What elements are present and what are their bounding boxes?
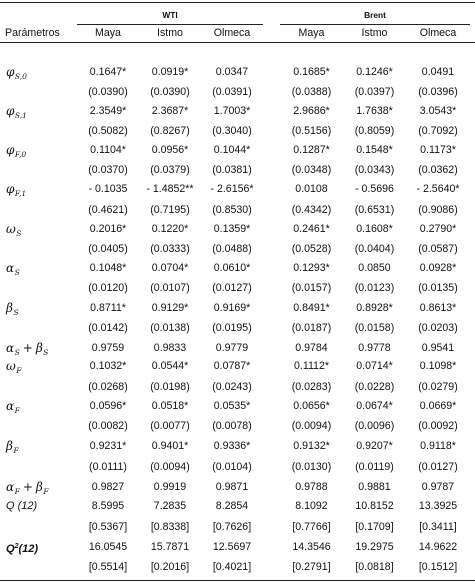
param-symbol: β xyxy=(35,341,43,355)
col-header-brent-istmo: Istmo xyxy=(361,27,388,39)
std-error-cell: (0.0123) xyxy=(354,282,395,294)
estimate-cell: 12.5697 xyxy=(212,541,252,553)
param-subscript: S,0 xyxy=(14,72,27,81)
std-error-cell: [0.0818] xyxy=(355,561,394,573)
param-subscript: F xyxy=(13,446,19,455)
estimate-cell: 0.9919 xyxy=(153,481,187,493)
std-error-cell: (0.0379) xyxy=(150,164,190,176)
std-error-cell: (0.0404) xyxy=(354,243,395,255)
std-error-cell: (0.0142) xyxy=(88,322,128,334)
group-header-brent: Brent xyxy=(364,10,386,20)
std-error-cell: [0.5514] xyxy=(88,561,128,573)
std-error-cell: (0.0397) xyxy=(354,86,395,98)
std-error-cell: (0.0158) xyxy=(354,322,395,334)
param-symbol: ω xyxy=(6,359,16,373)
param-label-φ-F,0 xyxy=(6,143,26,162)
std-error-cell: (0.0077) xyxy=(150,420,190,432)
std-error-cell: (0.4342) xyxy=(291,204,332,216)
std-error-cell: (0.0488) xyxy=(212,243,252,255)
estimate-cell: 0.9231* xyxy=(89,440,127,452)
std-error-cell: (0.0094) xyxy=(291,420,332,432)
estimate-cell: 0.0518* xyxy=(151,400,189,412)
param-symbol: φ xyxy=(6,65,15,79)
estimate-cell: 0.0928* xyxy=(419,262,457,274)
estimate-cell: 0.9336* xyxy=(213,440,251,452)
estimate-cell: 0.9779 xyxy=(215,342,249,354)
group-rule-wti xyxy=(77,24,263,25)
param-label-α-S xyxy=(6,261,20,280)
std-error-cell: (0.0396) xyxy=(418,86,458,98)
group-header-wti: WTI xyxy=(162,10,178,20)
estimate-cell: 0.1104* xyxy=(90,144,126,156)
param-subscript: F,0 xyxy=(14,150,27,159)
estimate-cell: 0.0491 xyxy=(421,66,455,78)
estimate-cell: 0.9169* xyxy=(213,302,251,314)
estimate-cell: 8.1092 xyxy=(295,500,328,512)
param-label-φ-S,0 xyxy=(6,65,27,84)
estimate-cell: 0.1220* xyxy=(151,223,189,235)
std-error-cell: (0.0135) xyxy=(418,282,458,294)
std-error-cell: (0.8059) xyxy=(354,125,395,137)
std-error-cell: (0.0405) xyxy=(88,243,128,255)
estimate-cell: 0.0544* xyxy=(151,360,189,372)
std-error-cell: (0.5156) xyxy=(291,125,332,137)
param-subscript: S xyxy=(16,229,22,238)
estimate-cell: 0.9129* xyxy=(151,302,189,314)
param-symbol: α xyxy=(6,480,15,494)
estimate-cell: 0.9118* xyxy=(420,440,456,452)
std-error-cell: (0.0348) xyxy=(291,164,332,176)
estimate-cell: 0.1098* xyxy=(419,360,457,372)
estimate-cell: 1.7003* xyxy=(213,105,251,117)
estimate-cell: 0.2461* xyxy=(293,223,330,235)
estimate-cell: 0.1293* xyxy=(293,262,330,274)
param-label-φ-F,1 xyxy=(6,182,26,201)
header-rule xyxy=(0,42,475,43)
estimate-cell: 0.0108 xyxy=(295,183,328,195)
estimate-cell: 3.0543* xyxy=(419,105,457,117)
plus-sign: + xyxy=(22,480,33,494)
param-symbol: Q xyxy=(6,543,15,555)
param-label-sum-S xyxy=(6,341,48,360)
col-header-wti-maya: Maya xyxy=(95,27,121,39)
std-error-cell: [0.5367] xyxy=(88,521,128,533)
param-symbol: φ xyxy=(6,104,15,118)
std-error-cell: (0.0391) xyxy=(212,86,252,98)
estimate-cell: 14.9622 xyxy=(418,541,458,553)
estimate-cell: 19.2975 xyxy=(355,541,394,553)
std-error-cell: (0.8267) xyxy=(150,125,190,137)
param-subscript: S xyxy=(43,348,49,357)
std-error-cell: (0.0279) xyxy=(418,381,458,393)
param-label-q12: Q (12) xyxy=(6,500,38,512)
estimate-cell: 0.1685* xyxy=(293,66,330,78)
param-subscript: S xyxy=(14,268,20,277)
estimate-cell: 0.9401* xyxy=(151,440,189,452)
estimate-cell: 0.9881 xyxy=(358,481,391,493)
estimate-cell: 0.0674* xyxy=(356,400,393,412)
param-label-ω-F xyxy=(6,359,22,378)
estimate-cell: 0.1246* xyxy=(356,66,393,78)
estimate-cell: - 2.5640* xyxy=(416,183,460,195)
estimate-cell: 0.1173* xyxy=(420,144,456,156)
estimate-cell: 0.9788 xyxy=(295,481,328,493)
std-error-cell: (0.0138) xyxy=(150,322,190,334)
param-subscript: S,1 xyxy=(14,111,27,120)
std-error-cell: [0.7626] xyxy=(212,521,252,533)
group-rule-brent xyxy=(280,24,470,25)
estimate-cell: 10.8152 xyxy=(355,500,394,512)
estimate-cell: - 0.5696 xyxy=(355,183,394,195)
std-error-cell: (0.0390) xyxy=(150,86,190,98)
param-symbol: α xyxy=(6,261,15,275)
std-error-cell: (0.0092) xyxy=(418,420,458,432)
param-subscript: S xyxy=(13,308,19,317)
std-error-cell: (0.0078) xyxy=(212,420,252,432)
estimate-cell: 13.3925 xyxy=(418,500,458,512)
estimate-cell: 14.3546 xyxy=(292,541,331,553)
std-error-cell: (0.7092) xyxy=(418,125,458,137)
param-label-q2-12 xyxy=(6,540,38,556)
std-error-cell: (0.0362) xyxy=(418,164,458,176)
param-subscript: F,1 xyxy=(14,189,27,198)
estimate-cell: 0.0535* xyxy=(213,400,251,412)
estimate-cell: 0.1359* xyxy=(213,223,251,235)
std-error-cell: (0.4621) xyxy=(88,204,128,216)
std-error-cell: (0.0187) xyxy=(291,322,332,334)
estimate-cell: 0.2016* xyxy=(89,223,127,235)
estimate-cell: 0.9541 xyxy=(421,342,455,354)
param-header: Parámetros xyxy=(5,27,60,39)
estimate-cell: 0.0956* xyxy=(151,144,189,156)
param-superscript: 2 xyxy=(14,543,19,550)
std-error-cell: (0.0243) xyxy=(212,381,252,393)
std-error-cell: (0.0082) xyxy=(88,420,128,432)
param-label-sum-F xyxy=(6,480,49,499)
std-error-cell: (0.0343) xyxy=(354,164,395,176)
estimate-cell: 0.0714* xyxy=(356,360,393,372)
std-error-cell: (0.0198) xyxy=(150,381,190,393)
std-error-cell: (0.0587) xyxy=(418,243,458,255)
estimate-cell: 0.9827 xyxy=(91,481,125,493)
param-subscript: F xyxy=(43,487,49,496)
std-error-cell: (0.0107) xyxy=(150,282,190,294)
param-label-φ-S,1 xyxy=(6,104,27,123)
estimate-cell: 16.0545 xyxy=(88,541,128,553)
estimate-cell: 0.1287* xyxy=(293,144,330,156)
param-symbol: α xyxy=(6,399,15,413)
estimate-cell: 0.9833 xyxy=(153,342,187,354)
std-error-cell: (0.0094) xyxy=(150,461,190,473)
estimate-cell: 0.9871 xyxy=(215,481,249,493)
estimate-cell: 0.0919* xyxy=(151,66,189,78)
std-error-cell: (0.7195) xyxy=(150,204,190,216)
bottom-rule xyxy=(0,580,475,581)
std-error-cell: (0.0333) xyxy=(150,243,190,255)
estimate-cell: 7.2835 xyxy=(153,500,187,512)
std-error-cell: [0.1709] xyxy=(355,521,394,533)
estimate-cell: 0.8928* xyxy=(356,302,393,314)
param-label-ω-S xyxy=(6,222,21,241)
std-error-cell: [0.1512] xyxy=(418,561,458,573)
std-error-cell: (0.0127) xyxy=(212,282,252,294)
estimate-cell: 0.9787 xyxy=(421,481,455,493)
std-error-cell: (0.6531) xyxy=(354,204,395,216)
col-header-wti-istmo: Istmo xyxy=(157,27,183,39)
estimate-cell: - 0.1035 xyxy=(88,183,128,195)
estimate-cell: 0.9207* xyxy=(356,440,393,452)
param-symbol: ω xyxy=(6,222,16,236)
estimate-cell: - 2.6156* xyxy=(210,183,254,195)
estimate-cell: 2.3549* xyxy=(89,105,127,117)
estimate-cell: 2.3687* xyxy=(151,105,189,117)
std-error-cell: (0.0111) xyxy=(89,461,127,473)
estimate-cell: 0.0704* xyxy=(151,262,189,274)
param-symbol: α xyxy=(6,341,15,355)
estimate-cell: 15.7871 xyxy=(150,541,190,553)
param-symbol: β xyxy=(6,301,13,315)
std-error-cell: (0.0370) xyxy=(88,164,128,176)
std-error-cell: [0.3411] xyxy=(419,521,457,533)
param-symbol: β xyxy=(35,480,43,494)
col-header-brent-maya: Maya xyxy=(298,27,325,39)
estimate-cell: 0.0656* xyxy=(293,400,330,412)
std-error-cell: (0.0283) xyxy=(291,381,332,393)
param-suffix: (12) xyxy=(18,543,39,555)
std-error-cell: (0.0528) xyxy=(291,243,332,255)
col-header-brent-olmeca: Olmeca xyxy=(419,27,457,39)
std-error-cell: (0.0120) xyxy=(88,282,128,294)
estimate-cell: 0.0787* xyxy=(213,360,251,372)
top-rule xyxy=(0,2,475,3)
std-error-cell: (0.0096) xyxy=(354,420,395,432)
param-label-β-S xyxy=(6,301,19,320)
estimate-cell: 0.0610* xyxy=(213,262,251,274)
param-label-β-F xyxy=(6,439,19,458)
estimate-cell: 2.9686* xyxy=(293,105,330,117)
estimate-cell: 0.8711* xyxy=(90,302,126,314)
param-symbol: β xyxy=(6,439,13,453)
estimate-cell: 0.9132* xyxy=(293,440,330,452)
estimate-cell: 0.1032* xyxy=(89,360,127,372)
estimate-cell: 0.0669* xyxy=(419,400,457,412)
param-subscript: F xyxy=(14,406,20,415)
std-error-cell: [0.8338] xyxy=(150,521,190,533)
estimate-cell: 0.0850 xyxy=(358,262,391,274)
param-symbol: φ xyxy=(6,182,15,196)
estimate-cell: 0.1548* xyxy=(356,144,393,156)
std-error-cell: (0.9086) xyxy=(418,204,458,216)
estimate-cell: 0.1044* xyxy=(213,144,251,156)
std-error-cell: (0.8530) xyxy=(212,204,252,216)
plus-sign: + xyxy=(22,341,33,355)
estimate-cell: 0.9784 xyxy=(295,342,328,354)
std-error-cell: [0.7766] xyxy=(292,521,331,533)
estimate-cell: 1.7638* xyxy=(356,105,393,117)
std-error-cell: (0.0203) xyxy=(418,322,458,334)
estimate-cell: 0.2790* xyxy=(419,223,457,235)
param-subscript: F xyxy=(16,366,22,375)
std-error-cell: (0.0268) xyxy=(88,381,128,393)
estimate-cell: 8.5995 xyxy=(91,500,125,512)
estimate-cell: 0.1647* xyxy=(89,66,127,78)
std-error-cell: (0.0390) xyxy=(88,86,128,98)
estimate-cell: 0.8491* xyxy=(293,302,330,314)
std-error-cell: (0.0228) xyxy=(354,381,395,393)
std-error-cell: (0.0104) xyxy=(212,461,252,473)
param-subscript: F xyxy=(14,487,20,496)
std-error-cell: (0.0388) xyxy=(291,86,332,98)
std-error-cell: (0.0130) xyxy=(291,461,332,473)
estimate-cell: 0.0596* xyxy=(89,400,127,412)
col-header-wti-olmeca: Olmeca xyxy=(213,27,251,39)
std-error-cell: (0.0381) xyxy=(212,164,252,176)
std-error-cell: (0.0195) xyxy=(212,322,252,334)
estimate-cell: 0.1112* xyxy=(294,360,329,372)
estimate-cell: 0.9778 xyxy=(358,342,391,354)
estimate-cell: 8.2854 xyxy=(215,500,249,512)
estimate-cell: 0.8613* xyxy=(419,302,457,314)
param-subscript: S xyxy=(14,348,20,357)
estimate-cell: 0.1608* xyxy=(356,223,393,235)
std-error-cell: (0.0119) xyxy=(355,461,394,473)
estimate-cell: 0.9759 xyxy=(91,342,125,354)
param-symbol: φ xyxy=(6,143,15,157)
std-error-cell: [0.2791] xyxy=(292,561,331,573)
std-error-cell: (0.5082) xyxy=(88,125,128,137)
std-error-cell: [0.2016] xyxy=(150,561,190,573)
param-label-α-F xyxy=(6,399,20,418)
std-error-cell: (0.0157) xyxy=(291,282,332,294)
std-error-cell: [0.4021] xyxy=(212,561,252,573)
estimate-cell: - 1.4852** xyxy=(146,183,194,195)
estimate-cell: 0.1048* xyxy=(89,262,127,274)
std-error-cell: (0.3040) xyxy=(212,125,252,137)
std-error-cell: (0.0127) xyxy=(418,461,458,473)
estimate-cell: 0.0347 xyxy=(215,66,249,78)
